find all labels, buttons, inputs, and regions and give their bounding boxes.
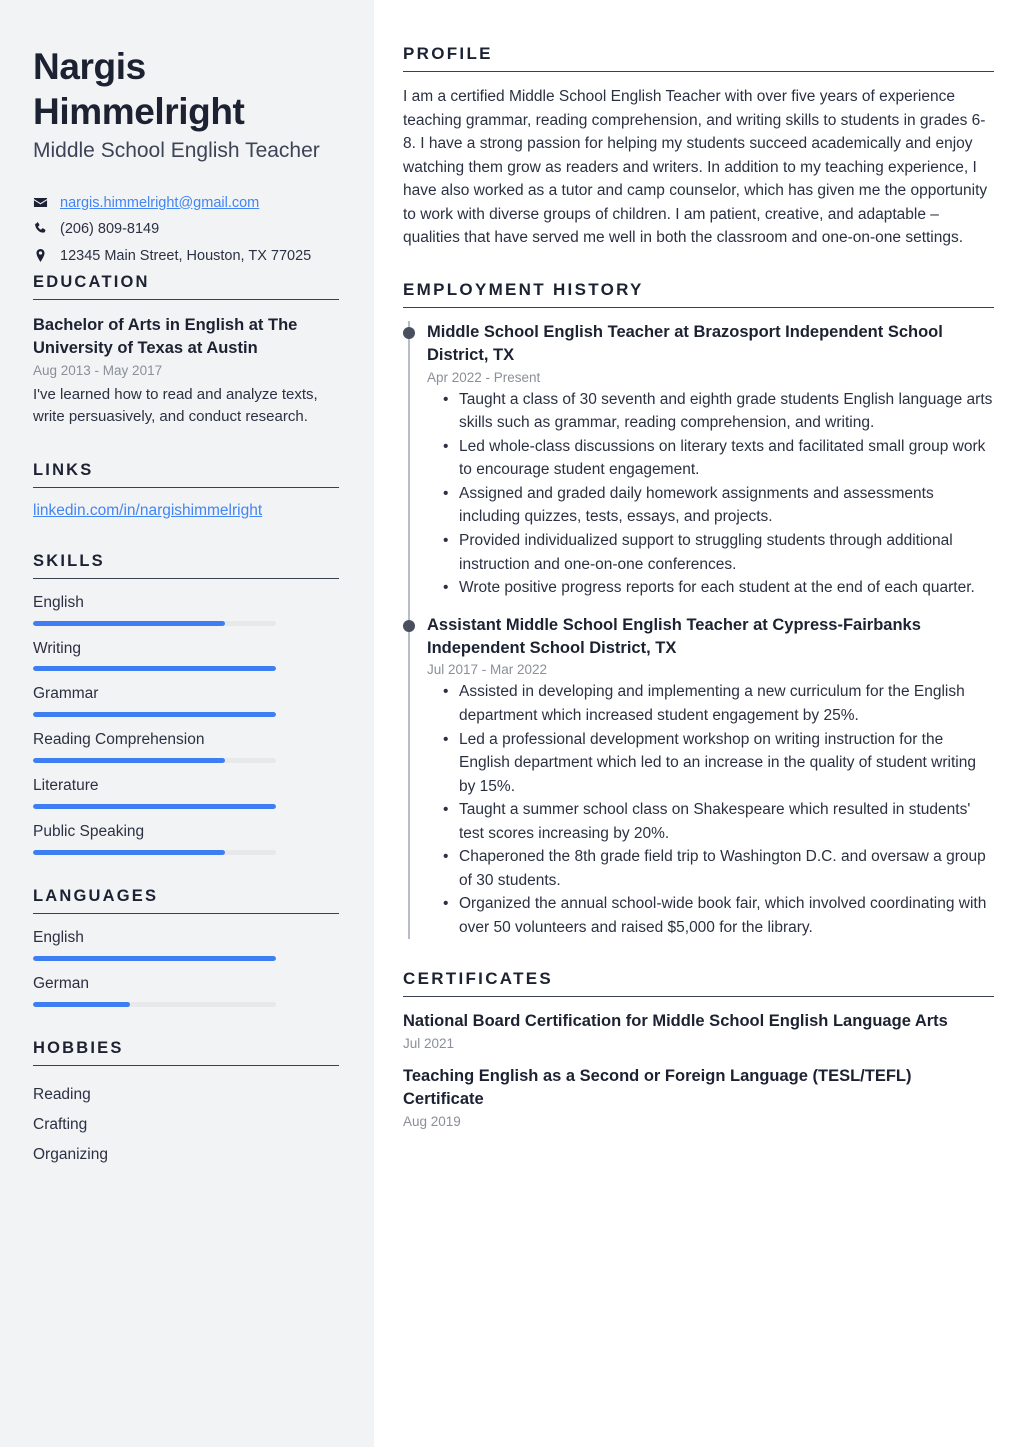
- employment-bullet: • Chaperoned the 8th grade field trip to Washington D.C. and oversaw a group of 30 students.: [457, 845, 994, 892]
- certificate-title: Teaching English as a Second or Foreign Language (TESL/TEFL) Certificate: [403, 1066, 912, 1109]
- hobbies-heading: HOBBIES: [33, 1039, 124, 1058]
- employment-spacer: [427, 600, 994, 614]
- languages-heading: LANGUAGES: [33, 887, 159, 906]
- skill-item: [33, 593, 340, 626]
- employment-bullet: • Taught a class of 30 seventh and eighth grade students English language arts skills such as grammar, reading comprehension, and writing.: [457, 388, 994, 435]
- employment-rule: [403, 307, 994, 308]
- education-heading: EDUCATION: [33, 272, 150, 291]
- education-date: Aug 2013 - May 2017: [33, 362, 163, 378]
- skill-level-bar: [33, 850, 276, 855]
- certificate-entry: [403, 1010, 994, 1050]
- skill-level-fill: [33, 712, 276, 717]
- contact-address-row: [33, 246, 340, 268]
- timeline-dot-icon: [403, 327, 415, 339]
- employment-entry: [403, 321, 994, 614]
- employment-title: Middle School English Teacher at Brazosport Independent School District, TX: [427, 322, 943, 365]
- employment-bullet: • Led whole-class discussions on literary texts and facilitated small group work to encourage student engagement.: [457, 435, 994, 482]
- employment-heading: EMPLOYMENT HISTORY: [403, 279, 644, 299]
- resume-sidebar: [0, 0, 374, 1447]
- skill-level-fill: [33, 850, 225, 855]
- map-pin-icon: [33, 246, 60, 263]
- certificates-rule: [403, 996, 994, 997]
- education-degree: Bachelor of Arts in English at The University of Texas at Austin: [33, 315, 298, 358]
- employment-bullet: • Wrote positive progress reports for each student at the end of each quarter.: [457, 576, 994, 600]
- hobbies-list: [33, 1080, 340, 1171]
- hobby-item: Organizing: [33, 1146, 108, 1164]
- employment-bullets: [427, 680, 994, 939]
- employment-bullets: [427, 388, 994, 600]
- employment-bullet: • Assisted in developing and implementing a new curriculum for the English department which increased student engagement by 25%.: [457, 680, 994, 727]
- profile-heading: PROFILE: [403, 44, 493, 63]
- skill-label: Grammar: [33, 685, 99, 703]
- contact-phone-row: [33, 219, 340, 241]
- languages-list: [33, 928, 340, 1007]
- skills-section: [33, 552, 340, 856]
- candidate-name: Nargis Himmelright: [33, 46, 245, 133]
- certificates-heading: CERTIFICATES: [403, 969, 554, 989]
- language-level-bar: [33, 1002, 276, 1007]
- hobbies-rule: [33, 1065, 339, 1066]
- contact-email-text: [60, 193, 340, 215]
- language-item: [33, 928, 340, 961]
- certificates-list: [403, 1010, 994, 1128]
- skill-item: [33, 684, 340, 717]
- employment-date: Jul 2017 - Mar 2022: [427, 662, 548, 678]
- links-rule: [33, 487, 339, 488]
- skill-label: Writing: [33, 639, 81, 657]
- profile-text: I am a certified Middle School English Teacher with over five years of experience teaching grammar, reading comprehension, and writing skills to students in grades 6-8. I have a strong passion for helping my students succeed academically and enjoy watching them grow as readers and writers. In addition to my teaching experience, I have also worked as a tutor and camp counselor, which has given me the opportunity to work with diverse groups of children. I am patient, creative, and adaptable – qualities that have served me well in both the classroom and one-on-one settings.: [403, 88, 988, 247]
- language-level-fill: [33, 956, 276, 961]
- certificate-date: Jul 2021: [403, 1035, 455, 1051]
- skills-heading: SKILLS: [33, 551, 105, 570]
- envelope-icon: [33, 193, 60, 210]
- employment-timeline: [403, 321, 994, 940]
- skill-label: Public Speaking: [33, 823, 145, 841]
- employment-entry: [403, 614, 994, 940]
- languages-rule: [33, 913, 339, 914]
- education-entry: [33, 314, 340, 429]
- links-section: [33, 461, 340, 520]
- certificates-section: [403, 969, 994, 1128]
- language-item: [33, 974, 340, 1007]
- hobby-item: Crafting: [33, 1116, 88, 1134]
- skill-item: [33, 639, 340, 672]
- skill-item: [33, 822, 340, 855]
- contact-address-text: 12345 Main Street, Houston, TX 77025: [60, 248, 312, 265]
- phone-icon: [33, 219, 60, 236]
- skill-level-fill: [33, 666, 276, 671]
- contact-phone-text: (206) 809-8149: [60, 221, 160, 238]
- skill-level-bar: [33, 621, 276, 626]
- contact-list: [33, 193, 340, 268]
- skill-item: [33, 776, 340, 809]
- link-item-linkedin[interactable]: linkedin.com/in/nargishimmelright: [33, 501, 263, 519]
- skill-level-fill: [33, 621, 225, 626]
- timeline-dot-icon: [403, 620, 415, 632]
- language-level-bar: [33, 956, 276, 961]
- skill-level-bar: [33, 712, 276, 717]
- contact-email-row: [33, 193, 340, 215]
- skill-item: [33, 730, 340, 763]
- employment-bullet: • Provided individualized support to struggling students through additional instruction and one-on-one conferences.: [457, 529, 994, 576]
- skill-level-bar: [33, 804, 276, 809]
- employment-bullet: • Taught a summer school class on Shakespeare which resulted in students' test scores increasing by 20%.: [457, 798, 994, 845]
- skill-label: Reading Comprehension: [33, 731, 205, 749]
- profile-section: [403, 44, 994, 250]
- hobbies-section: [33, 1039, 340, 1171]
- profile-rule: [403, 71, 994, 72]
- language-level-fill: [33, 1002, 130, 1007]
- skill-level-fill: [33, 758, 225, 763]
- candidate-job-title: Middle School English Teacher: [33, 139, 320, 163]
- languages-section: [33, 887, 340, 1007]
- skill-label: Literature: [33, 777, 99, 795]
- employment-section: [403, 280, 994, 940]
- employment-bullet: • Led a professional development workshop on writing instruction for the English department which led to an increase in the quality of student writing by 15%.: [457, 728, 994, 799]
- education-description: I've learned how to read and analyze texts, write persuasively, and conduct research.: [33, 385, 318, 426]
- employment-title: Assistant Middle School English Teacher at Cypress-Fairbanks Independent School District, TX: [427, 615, 921, 658]
- employment-bullet: • Assigned and graded daily homework assignments and assessments including quizzes, tests, essays, and projects.: [457, 482, 994, 529]
- skill-level-bar: [33, 758, 276, 763]
- certificate-entry: [403, 1065, 994, 1129]
- education-section: [33, 273, 340, 429]
- skill-level-bar: [33, 666, 276, 671]
- email-link[interactable]: nargis.himmelright@gmail.com: [60, 194, 260, 211]
- skills-list: [33, 593, 340, 856]
- education-rule: [33, 299, 339, 300]
- links-heading: LINKS: [33, 460, 94, 479]
- resume-main: [374, 0, 1024, 1447]
- language-label: English: [33, 929, 84, 947]
- certificate-title: National Board Certification for Middle School English Language Arts: [403, 1012, 948, 1031]
- hobby-item: Reading: [33, 1086, 91, 1104]
- employment-bullet: • Organized the annual school-wide book fair, which involved coordinating with over 50 volunteers and raised $5,000 for the library.: [457, 892, 994, 939]
- skill-label: English: [33, 593, 84, 611]
- skills-rule: [33, 578, 339, 579]
- skill-level-fill: [33, 804, 276, 809]
- employment-date: Apr 2022 - Present: [427, 369, 541, 385]
- certificate-date: Aug 2019: [403, 1113, 461, 1129]
- language-label: German: [33, 975, 89, 993]
